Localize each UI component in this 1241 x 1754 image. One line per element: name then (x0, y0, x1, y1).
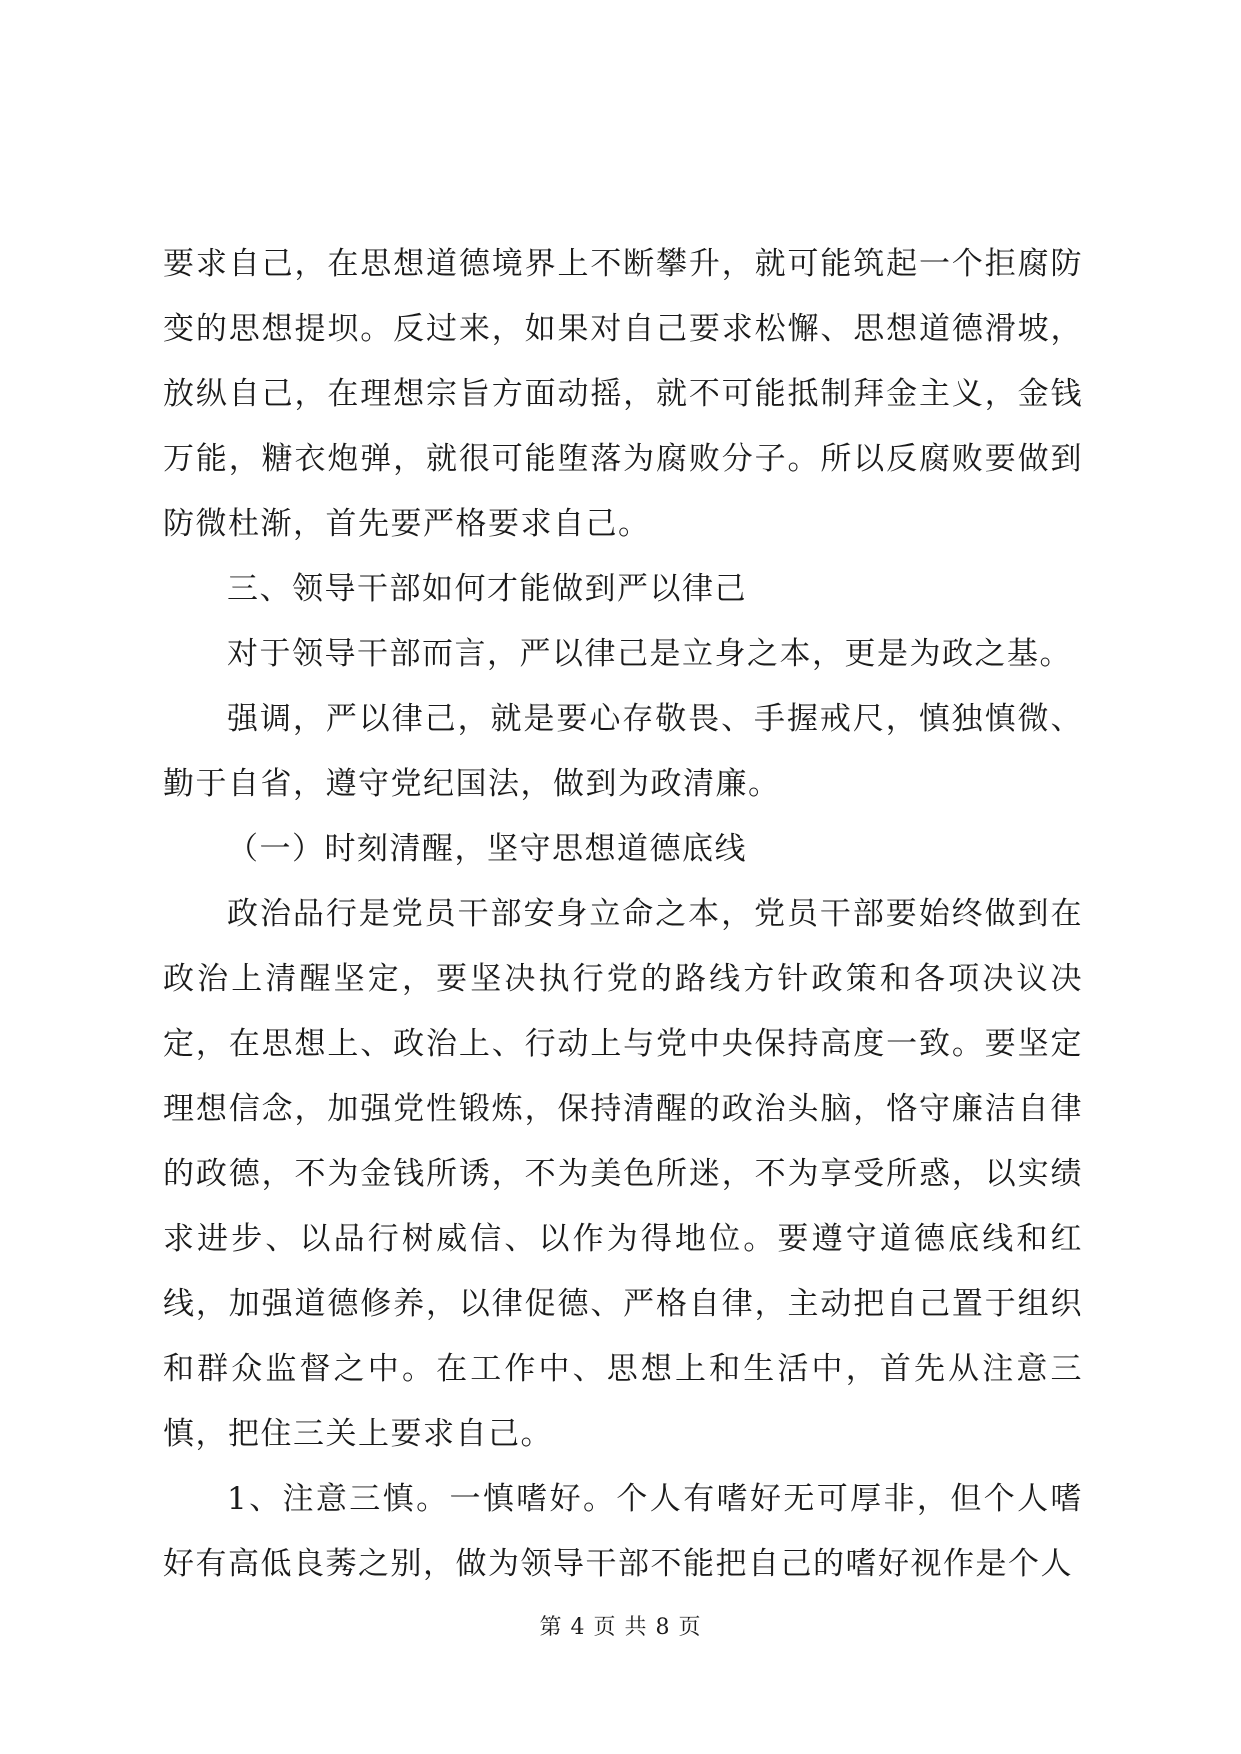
paragraph-political-conduct: 政治品行是党员干部安身立命之本，党员干部要始终做到在政治上清醒坚定，要坚决执行党的路线方针政策和各项决议决定，在思想上、政治上、行动上与党中央保持高度一致。要坚定理想信念，加强党性锻炼，保持清醒的政治头脑，恪守廉洁自律的政德，不为金钱所诱，不为美色所迷，不为享受所惑，以实绩求进步、以品行树威信、以作为得地位。要遵守道德底线和红线，加强道德修养，以律促德、严格自律，主动把自己置于组织和群众监督之中。在工作中、思想上和生活中，首先从注意三慎，把住三关上要求自己。 (163, 896, 1083, 1452)
paragraph-emphasis: 强调，严以律己，就是要心存敬畏、手握戒尺，慎独慎微、勤于自省，遵守党纪国法，做到为政清廉。 (163, 701, 1083, 802)
paragraph-continuation: 要求自己，在思想道德境界上不断攀升，就可能筑起一个拒腐防变的思想提坝。反过来，如果对自己要求松懈、思想道德滑坡，放纵自己，在理想宗旨方面动摇，就不可能抵制拜金主义，金钱万能，糖衣炮弹，就很可能堕落为腐败分子。所以反腐败要做到防微杜渐，首先要严格要求自己。 (163, 246, 1083, 542)
page-footer: 第 4 页 共 8 页 (539, 1615, 702, 1640)
subsection-heading-1: （一）时刻清醒，坚守思想道德底线 (227, 831, 747, 867)
document-body (163, 232, 1083, 1597)
section-heading-3: 三、领导干部如何才能做到严以律己 (227, 571, 747, 607)
paragraph-intro: 对于领导干部而言，严以律己是立身之本，更是为政之基。 (227, 636, 1072, 672)
paragraph-three-cautions: 1、注意三慎。一慎嗜好。个人有嗜好无可厚非，但个人嗜好有高低良莠之别，做为领导干部不能把自己的嗜好视作是个人 (163, 1481, 1083, 1582)
